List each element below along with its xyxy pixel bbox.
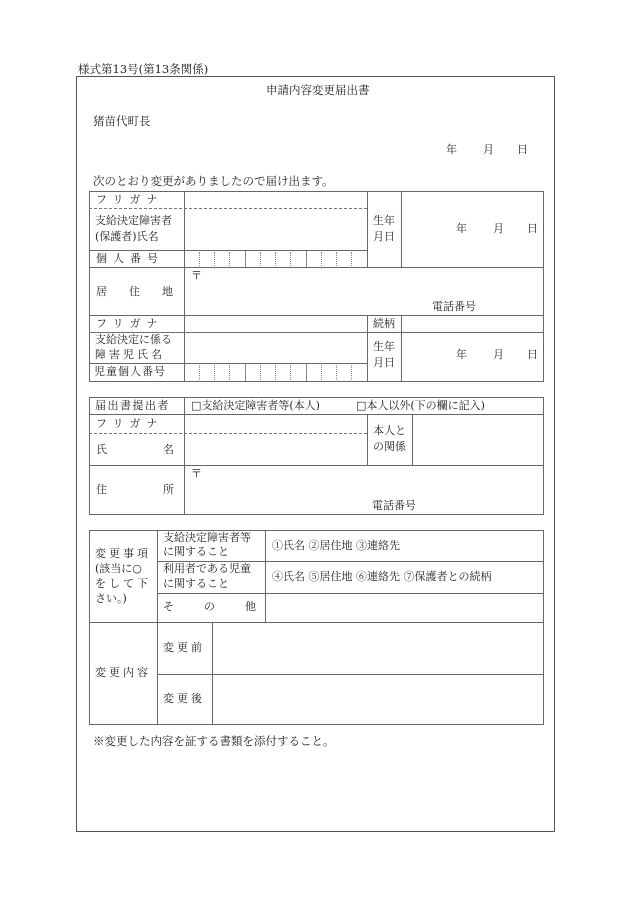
change-cat2-line2: に関すること	[163, 577, 229, 590]
child-birth-label-2: 月日	[373, 356, 395, 369]
applicant-personal-no-label: 個人番号	[96, 252, 164, 265]
attachment-note: ※変更した内容を証する書類を添付すること。	[93, 734, 335, 748]
change-cat2-items: ④氏名 ⑤居住地 ⑥連絡先 ⑦保護者との続柄	[272, 570, 492, 583]
change-after-label: 変更後	[163, 692, 205, 705]
change-items-label-1: 変更事項	[95, 547, 151, 560]
change-cat1-items: ①氏名 ②居住地 ③連絡先	[272, 539, 400, 552]
change-cat1-line2: に関すること	[163, 545, 229, 558]
child-personal-no-label: 児童個人番号	[94, 365, 166, 378]
child-relation-label: 続柄	[373, 317, 395, 330]
date-month: 月	[483, 143, 494, 156]
change-other-label: その他	[163, 600, 286, 613]
child-name-label-2: 障害児氏名	[95, 348, 165, 361]
submitter-option-other[interactable]: □本人以外(下の欄に記入)	[356, 399, 485, 412]
addressee: 猪苗代町長	[93, 114, 151, 128]
submitter-phone-label: 電話番号	[372, 499, 416, 512]
applicant-birth-day: 日	[527, 222, 538, 235]
submitter-postal-mark: 〒	[191, 467, 202, 480]
applicant-birth-label-2: 月日	[373, 230, 395, 243]
applicant-name-label-2: (保護者)氏名	[95, 230, 159, 243]
intro-text: 次のとおり変更がありましたので届け出ます。	[93, 174, 334, 188]
child-birth-label-1: 生年	[373, 340, 395, 353]
date-day: 日	[517, 143, 528, 156]
child-name-label-1: 支給決定に係る	[95, 333, 172, 346]
submitter-address-label: 住所	[96, 483, 230, 496]
date-year: 年	[446, 143, 457, 156]
change-cat2-line1: 利用者である児童	[163, 562, 251, 575]
applicant-postal-mark: 〒	[191, 269, 202, 282]
change-before-label: 変更前	[163, 641, 205, 654]
child-birth-day: 日	[527, 348, 538, 361]
submitter-name-label: 氏名	[96, 443, 230, 456]
form-title: 申請内容変更届出書	[266, 83, 370, 97]
change-content-label: 変更内容	[95, 666, 151, 679]
applicant-furigana-label: フリガナ	[96, 193, 164, 206]
child-birth-year: 年	[456, 348, 467, 361]
applicant-birth-year: 年	[456, 222, 467, 235]
applicant-birth-label-1: 生年	[373, 214, 395, 227]
submitter-relation-label-1: 本人と	[373, 424, 406, 437]
submitter-label: 届出書提出者	[95, 399, 170, 412]
child-furigana-label: フリガナ	[96, 317, 164, 330]
change-cat1-line1: 支給決定障害者等	[163, 531, 251, 544]
applicant-birth-month: 月	[493, 222, 504, 235]
applicant-phone-label: 電話番号	[432, 300, 476, 313]
submitter-option-self[interactable]: □支給決定障害者等(本人)	[191, 399, 320, 412]
change-items-label-2: (該当に○	[95, 562, 142, 575]
submitter-furigana-label: フリガナ	[96, 417, 164, 430]
child-birth-month: 月	[493, 348, 504, 361]
applicant-name-label-1: 支給決定障害者	[95, 214, 172, 227]
applicant-address-label: 居住地	[96, 285, 195, 298]
change-items-label-3: をして下	[95, 577, 151, 590]
form-number: 様式第13号(第13条関係)	[78, 62, 209, 76]
submitter-relation-label-2: の関係	[373, 440, 406, 453]
change-items-label-4: さい。)	[95, 592, 127, 605]
